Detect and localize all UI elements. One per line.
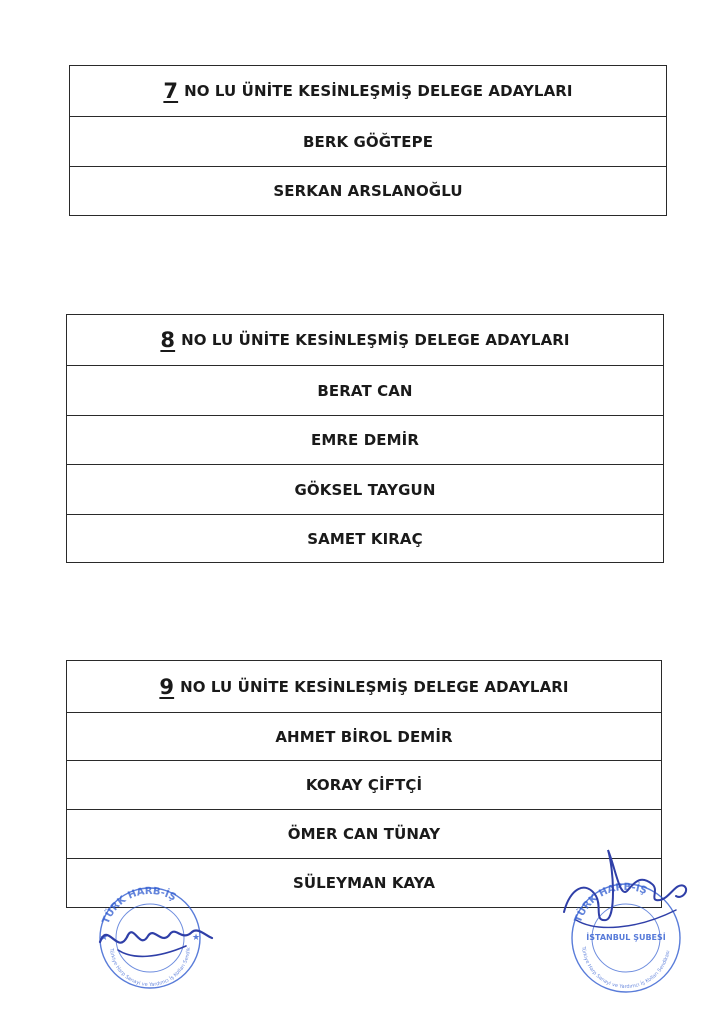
svg-text:★: ★ — [100, 933, 109, 943]
left-stamp-seal — [86, 876, 218, 990]
candidate-row: EMRE DEMİR — [67, 415, 663, 464]
candidate-row: SERKAN ARSLANOĞLU — [70, 166, 666, 215]
header-text: NO LU ÜNİTE KESİNLEŞMİŞ DELEGE ADAYLARI — [181, 331, 570, 349]
stamp-top-text: TÜRK HARB-İŞ — [100, 885, 178, 926]
candidate-row: KORAY ÇİFTÇİ — [67, 760, 661, 809]
stamp-center-text: İSTANBUL ŞUBESİ — [586, 933, 666, 942]
candidate-row: BERK GÖĞTEPE — [70, 116, 666, 166]
unit-number: 7 — [163, 79, 179, 103]
unit-8-table — [66, 314, 664, 563]
unit-7-table — [69, 65, 667, 216]
unit-7-header — [70, 66, 666, 116]
right-stamp-seal — [556, 840, 696, 990]
stamp-bottom-text: Türkiye Harp Sanayi ve Yardımcı İş Kolları Sendikası — [580, 946, 672, 991]
unit-9-header — [67, 661, 661, 712]
candidate-row: AHMET BİROL DEMİR — [67, 712, 661, 760]
header-text: NO LU ÜNİTE KESİNLEŞMİŞ DELEGE ADAYLARI — [184, 82, 573, 100]
candidate-row: SAMET KIRAÇ — [67, 514, 663, 562]
stamp-bottom-text: Türkiye Harp Sanayi ve Yardımcı İş Kolları Sendikası — [86, 876, 192, 989]
svg-text:Türkiye Harp Sanayi ve Yardımc — [580, 945, 671, 990]
svg-text:★: ★ — [192, 933, 201, 943]
stamp-top-text: TÜRK HARB-İŞ — [572, 881, 649, 925]
unit-number: 9 — [159, 674, 175, 699]
header-text: NO LU ÜNİTE KESİNLEŞMİŞ DELEGE ADAYLARI — [180, 677, 569, 696]
unit-8-header — [67, 315, 663, 365]
candidate-row: GÖKSEL TAYGUN — [67, 464, 663, 514]
unit-number: 8 — [160, 328, 176, 352]
candidate-row: BERAT CAN — [67, 365, 663, 415]
candidate-row: ÖMER CAN TÜNAY — [67, 809, 661, 858]
candidate-row: SÜLEYMAN KAYA — [67, 858, 661, 906]
